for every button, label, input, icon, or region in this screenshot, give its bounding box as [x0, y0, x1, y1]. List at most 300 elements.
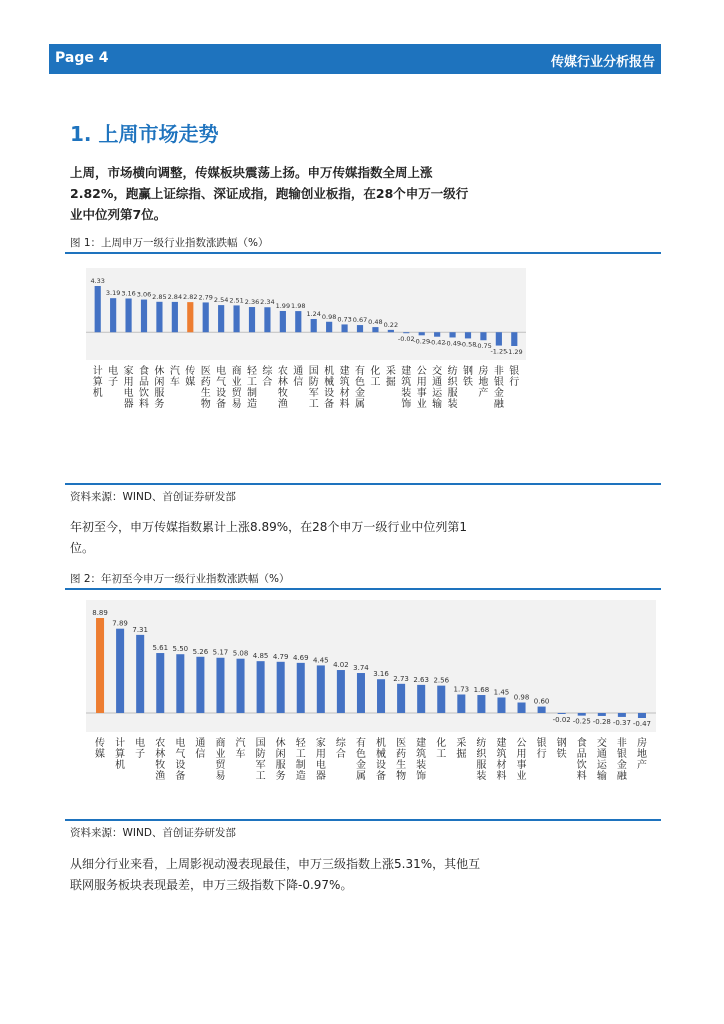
category-label-汽车 — [170, 365, 180, 388]
bar-机械设备 — [326, 322, 332, 332]
category-char: 运 — [432, 388, 443, 399]
category-char: 筑 — [339, 377, 350, 388]
category-char: 牧 — [155, 760, 166, 771]
category-char: 药 — [200, 377, 211, 388]
figure2-caption: 图 2：年初至今申万一级行业指数涨跌幅（%） — [70, 573, 290, 585]
category-char: 车 — [169, 377, 180, 388]
data-label: 1.98 — [291, 302, 306, 311]
category-char: 建 — [496, 738, 507, 749]
category-char: 易 — [215, 771, 226, 782]
data-label: -0.28 — [592, 717, 611, 726]
bar-通信 — [295, 311, 301, 332]
figure1-top-rule — [65, 252, 661, 254]
category-char: 非 — [616, 738, 627, 749]
category-label-银行 — [509, 364, 519, 388]
bar-农林牧渔 — [156, 653, 164, 713]
category-char: 通 — [293, 366, 304, 377]
data-label: 2.36 — [244, 298, 260, 307]
category-char: 用 — [516, 749, 527, 760]
category-label-有色金属 — [356, 736, 366, 782]
category-char: 金 — [616, 760, 627, 771]
category-char: 用 — [315, 749, 326, 760]
category-char: 公 — [416, 366, 427, 377]
category-label-休闲服务 — [276, 736, 286, 782]
category-label-国防军工 — [256, 737, 266, 782]
category-char: 装 — [416, 760, 427, 771]
bar-休闲服务 — [277, 662, 285, 713]
category-char: 闲 — [275, 749, 286, 760]
category-label-综合 — [262, 364, 273, 388]
category-char: 饮 — [576, 760, 587, 771]
category-char: 业 — [416, 399, 427, 410]
data-label: 1.99 — [275, 301, 291, 310]
section-title: 1. 上周市场走势 — [70, 122, 219, 146]
category-char: 备 — [376, 771, 387, 782]
category-char: 信 — [293, 377, 304, 388]
category-char: 纺 — [447, 366, 458, 377]
category-char: 商 — [215, 738, 226, 749]
category-char: 输 — [596, 771, 607, 782]
data-label: 4.79 — [272, 652, 289, 661]
category-char: 军 — [255, 760, 266, 771]
figure2-top-rule — [65, 588, 661, 590]
data-label: -1.25 — [490, 347, 508, 356]
data-label: 0.98 — [321, 312, 337, 321]
category-label-建筑材料 — [340, 364, 350, 410]
bar-食品饮料 — [578, 713, 586, 716]
data-label: 3.06 — [136, 290, 152, 299]
category-char: 铁 — [463, 377, 473, 388]
data-label: 2.54 — [213, 296, 229, 305]
category-char: 造 — [247, 399, 257, 410]
figure1-bottom-rule — [65, 483, 661, 485]
bar-电子 — [136, 635, 144, 713]
category-char: 械 — [324, 377, 335, 388]
data-label: 2.51 — [229, 296, 244, 305]
category-label-房地产 — [478, 364, 488, 399]
bar-汽车 — [172, 302, 178, 332]
category-label-电子 — [108, 364, 118, 388]
category-label-钢铁 — [463, 364, 473, 388]
bar-商业贸易 — [233, 305, 239, 332]
chart-weekly-industry-returns — [86, 268, 526, 484]
data-label: 4.45 — [313, 656, 329, 665]
category-char: 料 — [139, 399, 149, 410]
category-char: 药 — [396, 749, 407, 760]
category-char: 计 — [115, 738, 126, 749]
category-label-国防军工 — [309, 365, 319, 410]
bar-银行 — [511, 332, 517, 346]
category-char: 备 — [324, 399, 335, 410]
category-label-房地产 — [637, 736, 647, 771]
bar-计算机 — [116, 629, 124, 713]
category-char: 业 — [215, 749, 226, 760]
category-char: 车 — [235, 749, 246, 760]
category-char: 工 — [370, 377, 381, 388]
category-char: 生 — [200, 388, 211, 399]
category-char: 器 — [315, 771, 326, 782]
category-char: 服 — [476, 760, 487, 771]
category-char: 料 — [496, 771, 507, 782]
bar-建筑装饰 — [417, 685, 425, 713]
category-char: 综 — [262, 366, 273, 377]
category-char: 渔 — [277, 399, 288, 410]
bar-公用事业 — [419, 332, 425, 335]
category-char: 有 — [355, 738, 366, 749]
category-label-电子 — [135, 736, 145, 760]
bar-房地产 — [638, 713, 646, 718]
bar-综合 — [264, 307, 270, 332]
category-label-建筑装饰 — [401, 364, 411, 410]
category-char: 军 — [308, 388, 319, 399]
category-char: 建 — [401, 366, 412, 377]
subsector-paragraph: 从细分行业来看，上周影视动漫表现最佳，申万三级指数上涨5.31%，其他互联网服务板块表现最差，申万三级指数下降-0.97%。 — [70, 857, 481, 892]
category-label-综合 — [336, 736, 347, 760]
category-char: 饰 — [401, 399, 412, 410]
data-label: 1.24 — [306, 309, 321, 318]
category-label-传媒 — [95, 736, 105, 760]
data-label: 5.08 — [232, 649, 249, 658]
category-char: 银 — [493, 377, 504, 388]
category-char: 农 — [277, 366, 288, 377]
category-char: 轻 — [247, 366, 257, 377]
bar-机械设备 — [377, 679, 385, 713]
category-char: 通 — [596, 749, 607, 760]
category-label-汽车 — [236, 737, 246, 760]
data-label: -0.02 — [397, 335, 415, 344]
category-char: 备 — [216, 399, 227, 410]
category-label-机械设备 — [376, 736, 386, 782]
category-char: 制 — [295, 760, 306, 771]
bar-交通运输 — [598, 713, 606, 716]
category-label-化工 — [436, 736, 446, 760]
category-char: 易 — [231, 399, 242, 410]
category-char: 材 — [339, 388, 350, 399]
category-char: 事 — [416, 388, 427, 399]
bar-有色金属 — [357, 325, 363, 332]
category-char: 信 — [195, 749, 206, 760]
bar-综合 — [337, 670, 345, 713]
category-char: 电 — [315, 760, 326, 771]
category-label-交通运输 — [432, 364, 443, 410]
data-label: -1.29 — [505, 348, 523, 356]
category-char: 物 — [200, 399, 211, 410]
data-label: 5.50 — [172, 645, 189, 654]
category-char: 料 — [576, 771, 587, 782]
category-char: 合 — [335, 749, 346, 760]
category-label-农林牧渔 — [155, 736, 165, 782]
category-char: 非 — [493, 366, 504, 377]
bar-房地产 — [480, 332, 486, 340]
category-char: 设 — [324, 388, 335, 399]
figure2-source: 资料来源：WIND、首创证券研发部 — [70, 827, 236, 839]
category-char: 织 — [447, 377, 458, 388]
bar-公用事业 — [518, 703, 526, 713]
bar-钢铁 — [465, 332, 471, 338]
bar-计算机 — [95, 286, 101, 332]
data-label: 3.74 — [353, 664, 369, 673]
data-label: -0.02 — [552, 715, 571, 724]
category-label-非银金融 — [494, 364, 505, 410]
bar-非银金融 — [496, 332, 502, 345]
data-label: 0.60 — [533, 697, 550, 706]
chart-ytd-industry-returns — [86, 600, 656, 820]
data-label: 0.22 — [383, 320, 399, 329]
category-label-纺织服装 — [476, 736, 487, 782]
category-char: 采 — [456, 738, 467, 749]
data-label: 1.45 — [493, 688, 510, 697]
category-char: 汽 — [235, 738, 246, 749]
category-label-非银金融 — [617, 736, 628, 782]
category-char: 务 — [154, 399, 165, 410]
category-char: 交 — [432, 366, 443, 377]
category-label-轻工制造 — [247, 365, 258, 410]
data-label: 7.31 — [132, 625, 148, 634]
category-char: 金 — [355, 760, 366, 771]
bar-农林牧渔 — [280, 311, 286, 332]
category-char: 织 — [476, 749, 487, 760]
category-char: 色 — [355, 377, 365, 388]
bar-医药生物 — [203, 302, 209, 332]
bar-钢铁 — [558, 713, 566, 714]
data-label: -0.49 — [444, 339, 461, 348]
data-label: 3.19 — [105, 289, 121, 298]
category-char: 事 — [516, 760, 527, 771]
category-char: 机 — [324, 366, 335, 377]
bar-轻工制造 — [249, 307, 255, 332]
category-char: 造 — [295, 771, 306, 782]
category-char: 农 — [155, 738, 166, 749]
data-label: -0.25 — [572, 717, 591, 726]
category-char: 传 — [95, 738, 106, 749]
plot-area — [86, 600, 656, 732]
category-char: 交 — [596, 738, 607, 749]
category-char: 房 — [636, 738, 647, 749]
data-label: -0.42 — [428, 338, 446, 347]
category-label-食品饮料 — [139, 364, 149, 410]
bar-传媒 — [96, 618, 104, 713]
category-char: 防 — [308, 377, 319, 388]
category-char: 机 — [376, 738, 387, 749]
category-label-电气设备 — [216, 364, 226, 410]
category-char: 工 — [308, 399, 319, 410]
data-label: 2.79 — [198, 293, 213, 302]
category-char: 算 — [115, 749, 126, 760]
data-label: 4.33 — [90, 277, 105, 285]
bar-电气设备 — [218, 305, 224, 332]
category-char: 务 — [275, 771, 286, 782]
category-label-交通运输 — [597, 736, 608, 782]
category-char: 装 — [447, 399, 458, 410]
category-char: 通 — [432, 377, 443, 388]
category-char: 银 — [509, 366, 520, 377]
data-label: 0.48 — [368, 318, 383, 327]
category-char: 筑 — [496, 749, 507, 760]
category-label-化工 — [370, 364, 380, 388]
bar-食品饮料 — [141, 300, 147, 333]
data-label: 2.84 — [167, 292, 183, 301]
category-char: 媒 — [185, 377, 196, 388]
category-label-通信 — [293, 365, 303, 388]
category-char: 家 — [123, 366, 134, 377]
bar-国防军工 — [311, 319, 317, 332]
category-char: 输 — [432, 399, 443, 410]
data-label: 4.69 — [292, 653, 309, 662]
bar-采掘 — [457, 694, 465, 712]
category-char: 品 — [139, 377, 149, 388]
bar-汽车 — [237, 659, 245, 713]
figure1-caption: 图 1：上周申万一级行业指数涨跌幅（%） — [70, 237, 269, 249]
category-char: 物 — [396, 771, 407, 782]
category-char: 家 — [315, 738, 326, 749]
data-label: 4.02 — [333, 661, 349, 670]
category-char: 防 — [255, 749, 266, 760]
bar-化工 — [372, 327, 378, 332]
category-label-钢铁 — [557, 736, 567, 760]
data-label: 5.17 — [212, 648, 229, 657]
category-char: 用 — [123, 377, 134, 388]
category-char: 媒 — [95, 749, 106, 760]
category-label-公用事业 — [417, 366, 427, 410]
category-char: 银 — [536, 738, 547, 749]
category-label-采掘 — [386, 364, 396, 388]
data-label: 2.63 — [413, 675, 429, 684]
figure1-source: 资料来源：WIND、首创证券研发部 — [70, 491, 236, 503]
category-char: 掘 — [385, 377, 396, 388]
data-label: 2.73 — [393, 674, 409, 683]
category-char: 装 — [476, 771, 487, 782]
category-char: 备 — [175, 771, 186, 782]
category-label-机械设备 — [324, 364, 334, 410]
category-char: 设 — [175, 760, 186, 771]
category-char: 电 — [108, 366, 119, 377]
category-label-家用电器 — [316, 737, 326, 782]
bar-采掘 — [388, 330, 394, 332]
data-label: 3.16 — [121, 289, 136, 298]
category-char: 渔 — [155, 771, 166, 782]
category-label-银行 — [537, 736, 547, 760]
category-char: 金 — [493, 388, 504, 399]
bar-电子 — [110, 298, 116, 332]
category-char: 纺 — [476, 738, 487, 749]
bar-化工 — [437, 686, 445, 713]
page-header — [49, 44, 661, 74]
bar-有色金属 — [357, 673, 365, 713]
category-char: 电 — [135, 738, 146, 749]
category-char: 地 — [478, 377, 489, 388]
category-label-电气设备 — [175, 736, 185, 782]
category-char: 食 — [576, 738, 587, 749]
data-label: 2.85 — [152, 292, 167, 301]
data-label: 1.73 — [453, 685, 470, 694]
category-char: 筑 — [401, 377, 412, 388]
category-char: 产 — [478, 388, 489, 399]
category-char: 建 — [339, 366, 350, 377]
data-label: 8.89 — [92, 609, 108, 617]
data-label: -0.47 — [632, 720, 652, 728]
bar-建筑装饰 — [403, 332, 409, 333]
category-label-医药生物 — [201, 365, 211, 410]
category-char: 服 — [154, 388, 165, 399]
category-char: 色 — [355, 749, 366, 760]
bar-休闲服务 — [156, 302, 162, 332]
category-char: 闲 — [154, 377, 165, 388]
data-label: -0.58 — [459, 340, 477, 349]
category-char: 产 — [636, 760, 647, 771]
category-label-家用电器 — [124, 365, 134, 410]
category-char: 设 — [376, 760, 387, 771]
category-char: 算 — [92, 377, 103, 388]
data-label: 4.85 — [252, 652, 269, 661]
data-label: 2.56 — [433, 676, 450, 685]
bar-建筑材料 — [341, 324, 347, 332]
category-char: 业 — [231, 377, 242, 388]
category-label-轻工制造 — [296, 737, 307, 782]
category-label-建筑装饰 — [416, 736, 426, 782]
category-char: 品 — [576, 749, 587, 760]
ytd-paragraph: 年初至今，申万传媒指数累计上涨8.89%，在28个申万一级行业中位列第1位。 — [70, 520, 468, 555]
category-char: 银 — [616, 749, 627, 760]
bar-建筑材料 — [497, 697, 505, 712]
category-char: 综 — [335, 738, 346, 749]
category-label-商业贸易 — [232, 364, 243, 410]
category-char: 建 — [416, 738, 427, 749]
category-char: 传 — [185, 366, 196, 377]
category-char: 化 — [370, 366, 381, 377]
category-char: 工 — [436, 749, 447, 760]
category-char: 掘 — [456, 749, 467, 760]
category-label-商业贸易 — [215, 736, 226, 782]
category-label-建筑材料 — [496, 736, 506, 782]
bar-非银金融 — [618, 713, 626, 717]
data-label: 2.34 — [260, 298, 275, 307]
category-char: 食 — [139, 366, 149, 377]
category-char: 休 — [154, 366, 165, 377]
data-label: -0.37 — [612, 718, 631, 727]
category-char: 子 — [108, 377, 119, 388]
category-char: 有 — [355, 366, 365, 377]
category-char: 气 — [216, 377, 227, 388]
category-char: 设 — [216, 388, 227, 399]
data-label: 3.16 — [373, 670, 389, 679]
category-char: 材 — [496, 760, 507, 771]
data-label: 5.61 — [152, 644, 169, 653]
data-label: 5.26 — [192, 647, 209, 656]
category-char: 休 — [275, 738, 286, 749]
category-char: 医 — [200, 366, 211, 377]
category-char: 国 — [308, 366, 319, 377]
category-char: 用 — [416, 377, 427, 388]
category-char: 工 — [247, 377, 257, 388]
category-char: 生 — [396, 760, 407, 771]
category-char: 牧 — [277, 388, 288, 399]
category-char: 钢 — [556, 738, 567, 749]
category-char: 合 — [262, 377, 273, 388]
category-char: 工 — [255, 771, 266, 782]
category-char: 融 — [493, 399, 504, 410]
category-char: 器 — [123, 399, 134, 410]
bar-传媒 — [187, 302, 193, 332]
category-char: 医 — [396, 738, 407, 749]
category-char: 服 — [447, 388, 458, 399]
category-label-传媒 — [185, 364, 195, 388]
category-char: 属 — [355, 399, 365, 410]
category-label-通信 — [195, 737, 205, 760]
category-char: 饰 — [416, 771, 427, 782]
category-label-农林牧渔 — [278, 364, 288, 410]
category-char: 融 — [616, 771, 627, 782]
page-number: Page 4 — [55, 50, 109, 66]
